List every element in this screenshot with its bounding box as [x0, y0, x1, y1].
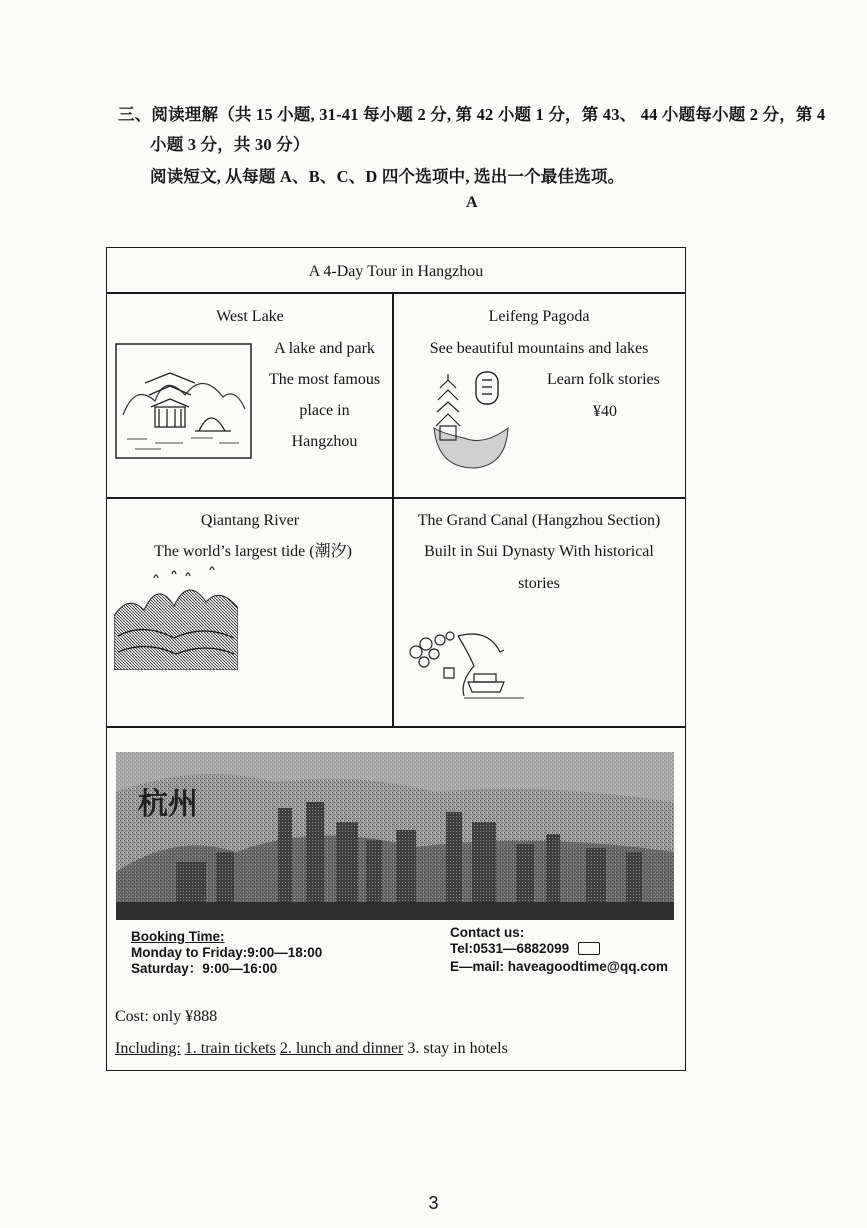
booking-saturday-hours: Saturday：9:00—16:00 — [131, 961, 278, 976]
section-heading: 三、阅读理解（共 15 小题, 31-41 每小题 2 分, 第 42 小题 1 分，第 43、 44 小题每小题 2 分，第 4 — [118, 105, 826, 124]
instructions: 阅读短文, 从每题 A、B、C、D 四个选项中, 选出一个最佳选项。 — [150, 167, 625, 186]
booking-heading: Booking Time: — [131, 929, 225, 944]
qiantang-tide-illustration — [114, 566, 238, 670]
grand-canal-boat-illustration — [404, 622, 524, 702]
attraction-description: See beautiful mountains and lakes — [429, 340, 649, 357]
attraction-description: Learn folk stories — [547, 371, 660, 388]
contact-telephone: Tel:0531—6882099 — [450, 941, 570, 956]
tour-cost: Cost: only ¥888 — [115, 1008, 218, 1025]
city-name-caption: 杭州 — [138, 787, 198, 822]
attraction-name: Leifeng Pagoda — [488, 308, 590, 325]
ad-title: A 4-Day Tour in Hangzhou — [308, 263, 484, 280]
divider — [107, 497, 685, 499]
section-heading-continued: 小题 3 分，共 30 分） — [150, 135, 310, 154]
tour-includes: Including: 1. train tickets 2. lunch and dinner 3. stay in hotels — [115, 1040, 508, 1057]
phone-icon — [578, 942, 600, 955]
attraction-description: The world’s largest tide (潮汐) — [154, 543, 352, 560]
hangzhou-skyline-photo — [116, 752, 674, 920]
west-lake-pavilion-illustration — [115, 343, 252, 459]
attraction-description: Built in Sui Dynasty With historical — [424, 543, 654, 560]
leifeng-pagoda-illustration — [424, 368, 514, 474]
ticket-price: ¥40 — [593, 403, 617, 420]
booking-weekday-hours: Monday to Friday:9:00—18:00 — [131, 945, 323, 960]
contact-email: E—mail: haveagoodtime@qq.com — [450, 959, 668, 974]
attraction-description: stories — [518, 575, 560, 592]
contact-heading: Contact us: — [450, 925, 525, 940]
divider — [107, 726, 685, 728]
passage-label: A — [466, 194, 478, 211]
attraction-name: Qiantang River — [200, 512, 300, 529]
attraction-name: West Lake — [216, 308, 284, 325]
attraction-name: The Grand Canal (Hangzhou Section) — [417, 512, 661, 529]
attraction-description: A lake and park The most famous place in Hangzhou — [268, 340, 381, 450]
page-number: 3 — [428, 1193, 439, 1213]
divider — [107, 292, 685, 294]
